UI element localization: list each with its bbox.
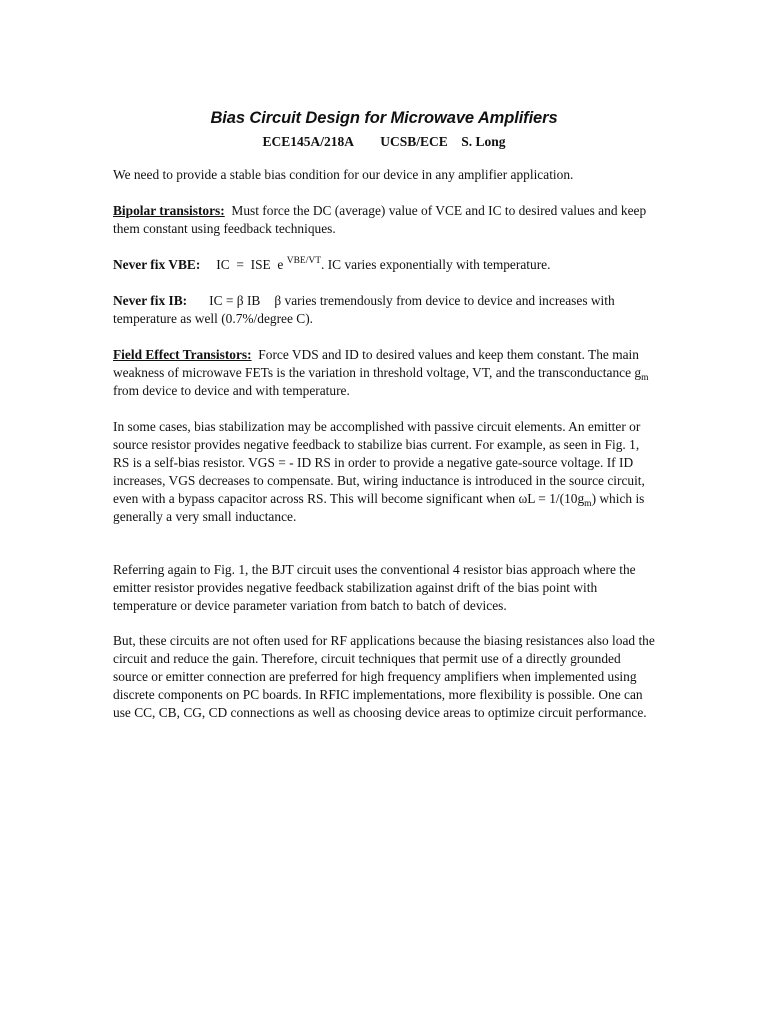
stabilization-subscript: m: [584, 499, 592, 509]
vbe-exponent: VBE/VT: [286, 256, 322, 266]
vbe-text: . IC varies exponentially with temperature.: [321, 257, 551, 272]
stabilization-paragraph: [113, 418, 658, 526]
fet-heading: Field Effect Transistors:: [113, 347, 252, 362]
fet-text-b: from device to device and with temperature.: [113, 383, 350, 398]
ib-paragraph: [113, 292, 658, 328]
fet-text-a: Force VDS and ID to desired values and keep them constant. The main weakness of microwave FETs is the variation in threshold voltage, VT, and the transconductance g: [113, 347, 642, 380]
vbe-heading: Never fix VBE:: [113, 257, 201, 272]
vbe-paragraph: [113, 256, 658, 274]
rf-paragraph: But, these circuits are not often used for RF applications because the biasing resistances also load the circuit and reduce the gain. Therefore, circuit techniques that permit use of a directly grounded source or emitter connection are preferred for high frequency amplifiers when implemented using discrete components on PC boards. In RFIC implementations, more flexibility is possible. One can use CC, CB, CG, CD connections as well as choosing device areas to optimize circuit performance.: [113, 633, 655, 720]
course-author-line: ECE145A/218A UCSB/ECE S. Long: [262, 134, 506, 149]
ib-text: β varies tremendously from device to device and increases with temperature as well (0.7%/degree C).: [113, 293, 615, 326]
document-title: Bias Circuit Design for Microwave Amplifiers: [210, 109, 558, 127]
bipolar-paragraph: [113, 202, 658, 238]
bipolar-heading: Bipolar transistors:: [113, 203, 225, 218]
intro-paragraph: We need to provide a stable bias condition for our device in any amplifier application.: [113, 167, 574, 182]
ib-heading: Never fix IB:: [113, 293, 188, 308]
fet-subscript: m: [641, 373, 649, 383]
stabilization-text-a: In some cases, bias stabilization may be accomplished with passive circuit elements. An emitter or source resistor provides negative feedback to stabilize bias current. For example, as seen in Fig. 1, RS is a self-bias resistor. VGS = - ID RS in order to provide a negative gate-source voltage. If ID increases, VGS decreases to compensate. But, wiring inductance is introduced in the source circuit, even with a bypass capacitor across RS. This will become significant when ωL = 1/(10g: [113, 419, 645, 506]
bjt-paragraph: Referring again to Fig. 1, the BJT circuit uses the conventional 4 resistor bias approach where the emitter resistor provides negative feedback stabilization against drift of the bias point with temperature or device parameter variation from batch to batch of devices.: [113, 562, 636, 613]
fet-paragraph: [113, 346, 658, 400]
bipolar-text: Must force the DC (average) value of VCE and IC to desired values and keep them constant using feedback techniques.: [113, 203, 647, 236]
vbe-equation: IC = ISE e: [216, 257, 284, 272]
ib-equation: IC = β IB: [209, 293, 261, 308]
stabilization-text-b: ) which is generally a very small inductance.: [113, 491, 645, 524]
